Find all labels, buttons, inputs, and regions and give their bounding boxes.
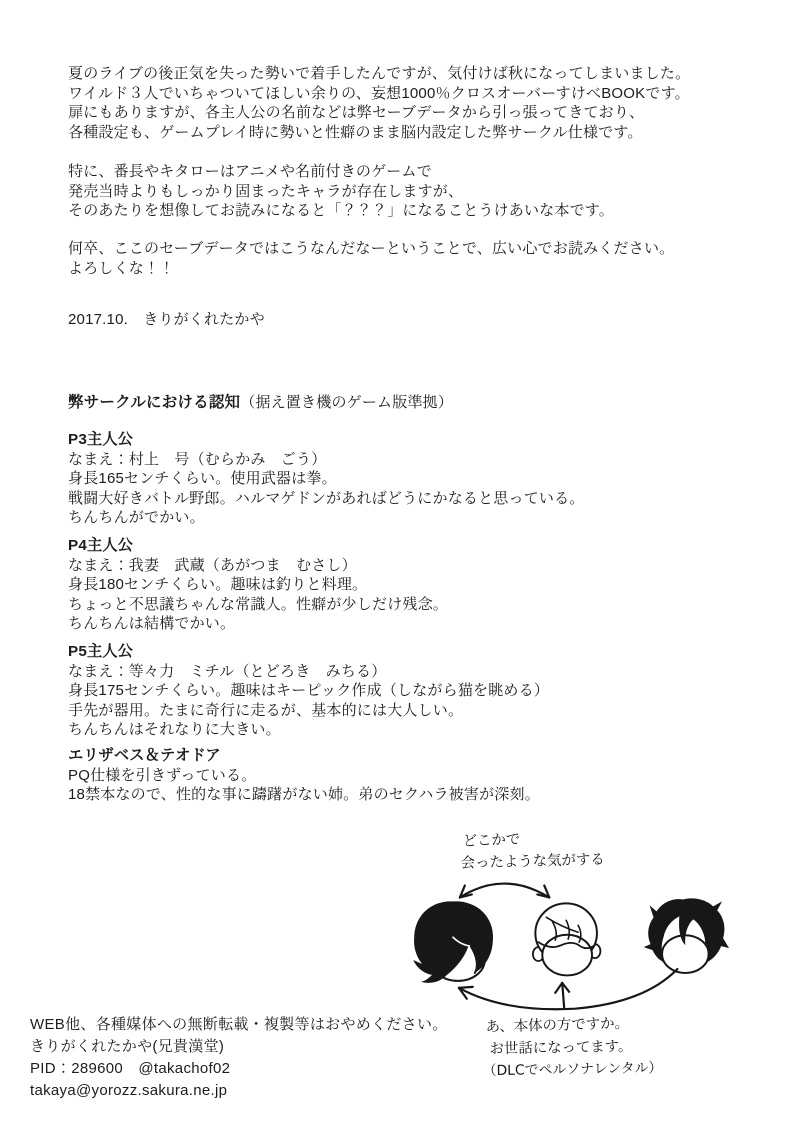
sketch-top-note-line1: どこかで [462,831,521,850]
sketch-top-note-line2: 会ったような気がする [460,851,605,872]
intro-paragraph-3 [68,239,674,278]
left-head [413,901,493,982]
text-line: ちんちんはそれなりに大きい。 [68,721,281,738]
text-line: ちんちんがでかい。 [68,509,205,526]
text-line: takaya@yorozz.sakura.ne.jp [30,1082,228,1099]
sketch-bottom-note-line1: あ、本体の方ですか。 [485,1015,630,1036]
text-line: ちんちんは結構でかい。 [68,615,236,632]
character-block-p4 [68,536,448,634]
character-block-p5 [68,642,549,740]
text-line: PQ仕様を引きずっている。 [68,766,257,784]
text-line: 身長175センチくらい。趣味はキーピック作成（しながら猫を眺める） [68,682,550,699]
sketch-bottom-note-line3: （DLCでペルソナレンタル） [482,1060,663,1080]
section-heading-title: 弊サークルにおける認知 [68,394,241,411]
text-line: 身長165センチくらい。使用武器は拳。 [68,470,337,487]
text-line: PID：289600 @takachof02 [30,1060,231,1077]
text-line: なまえ：我妻 武蔵（あがつま むさし） [68,556,357,574]
character-title: P5主人公 [68,643,134,660]
character-title: エリザベス＆テオドア [68,747,221,764]
sketch-top-note [461,831,605,872]
character-lines [68,450,585,528]
text-line: 特に、番長やキタローはアニメや名前付きのゲームで [68,163,432,180]
text-line: 各種設定も、ゲームプレイ時に勢いと性癖のまま脳内設定した弊サークル仕様です。 [68,123,643,141]
sketch-bottom-note [483,1014,663,1079]
character-title: P3主人公 [68,431,134,448]
character-lines [68,662,549,740]
text-line: 発売当時よりもしっかり固まったキャラが存在しますが、 [68,182,464,200]
text-line: そのあたりを想像してお読みになると「？？？」になることうけあいな本です。 [68,202,615,219]
text-line: なまえ：等々力 ミチル（とどろき みちる） [68,662,387,680]
section-heading [68,393,453,413]
text-line: 扉にもありますが、各主人公の名前などは弊セーブデータから引っ張ってきており、 [68,104,645,121]
text-line: 何卒、ここのセーブデータではこうなんだなーということで、広い心でお読みください。 [68,240,675,257]
text-line: 18禁本なので、性的な事に躊躇がない姉。弟のセクハラ被害が深刻。 [68,786,540,803]
sketch-bottom-note-line2: お世話になってます。 [489,1038,633,1058]
text-line: WEB他、各種媒体への無断転載・複製等はおやめください。 [30,1016,448,1033]
intro-paragraph-2 [68,162,614,221]
text-line: ちょっと不思議ちゃんな常識人。性癖が少しだけ残念。 [68,595,449,613]
three-heads-sketch-illustration [400,818,780,1113]
text-line: 夏のライブの後正気を失った勢いで着手したんですが、気付けば秋になってしまいました。 [68,65,691,82]
double-arrow [460,884,549,898]
footer-credits [30,1014,448,1102]
character-lines [68,556,448,634]
text-line: 身長180センチくらい。趣味は釣りと料理。 [68,576,368,593]
section-heading-note: （据え置き機のゲーム版準拠） [240,394,454,411]
text-line: きりがくれたかや(兄貴漢堂) [30,1038,225,1055]
character-block-p3 [68,430,585,528]
text-line: なまえ：村上 号（むらかみ ごう） [68,450,327,468]
right-head [644,898,729,973]
text-line: ワイルド３人でいちゃついてほしい余りの、妄想1000％クロスオーバーすけべBOOKです。 [68,84,690,102]
character-lines [68,766,540,805]
intro-paragraph-1 [68,64,690,142]
text-line: よろしくな！！ [68,259,175,277]
text-line: 戦闘大好きバトル野郎。ハルマゲドンがあればどうにかなると思っている。 [68,489,585,507]
text-line: 手先が器用。たまに奇行に走るが、基本的には大人しい。 [68,701,464,719]
character-block-elizabeth-theodore [68,746,540,805]
character-title: P4主人公 [68,537,134,554]
middle-head [533,903,601,975]
date-signature-line: 2017.10. きりがくれたかや [68,311,265,328]
